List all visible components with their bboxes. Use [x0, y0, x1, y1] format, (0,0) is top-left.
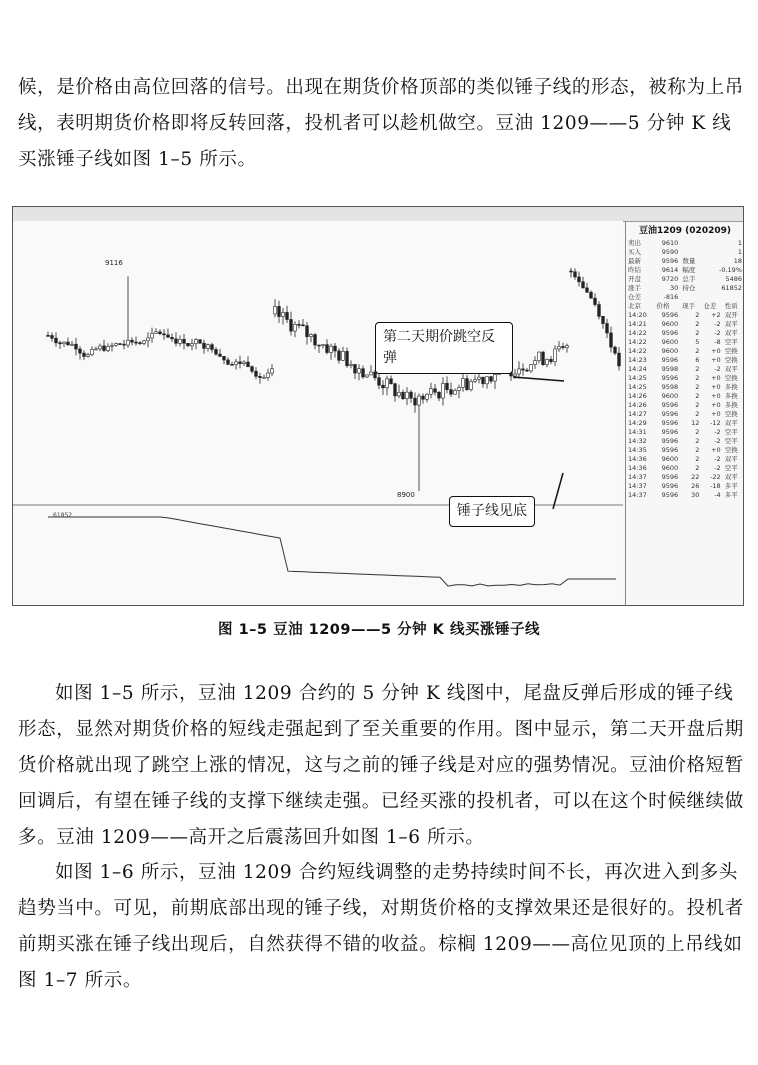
candle-body — [199, 340, 202, 344]
candle-body — [251, 367, 254, 372]
candle-body — [115, 344, 118, 346]
candle-body — [442, 383, 445, 398]
tick-row: 14:26 9596 2 +0 多换 — [628, 400, 738, 409]
candle-body — [247, 362, 250, 367]
paragraph-analysis: 如图 1–5 所示，豆油 1209 合约的 5 分钟 K 线图中，尾盘反弹后形成的锤子线形态，显然对期货价格的短线走强起到了至关重要的作用。图中显示，第二天开盘后期货价格就出现了跳空上涨的情况，这与之前的锤子线是对应的强势情况。豆油价格短暂回调后，有望在锤子线的支撑下继续走强。已经买涨的投机者，可以在这个时候继续做多。豆油 1209——高开之后震荡回升如图 1–6 所示。 — [18, 683, 744, 848]
candle-body — [103, 346, 106, 351]
candle-body — [522, 369, 525, 370]
candle-body — [482, 377, 485, 384]
tick-row: 14:20 9596 2 +2 双开 — [628, 310, 738, 319]
chart-toolbar — [13, 207, 743, 222]
candle-body — [390, 379, 393, 384]
candle-body — [318, 345, 321, 346]
candle-body — [354, 364, 357, 373]
tick-row: 14:35 9596 2 +0 空换 — [628, 445, 738, 454]
candle-body — [518, 369, 521, 374]
tick-header: 北京 价格 现手 仓差 性质 — [628, 302, 738, 310]
candle-body — [83, 353, 86, 356]
candle-body — [51, 335, 54, 338]
candle-body — [231, 364, 234, 365]
candle-body — [538, 352, 541, 360]
candle-body — [346, 351, 349, 365]
candle-body — [378, 378, 381, 385]
callout-gap-rebound: 第二天期价跳空反弹 — [375, 322, 513, 374]
candle-body — [426, 394, 429, 399]
candle-body — [422, 396, 425, 399]
candle-body — [398, 392, 401, 396]
tick-row: 14:37 9596 22 -22 双平 — [628, 472, 738, 481]
candle-body — [474, 379, 477, 381]
candle-body — [255, 371, 258, 376]
tick-table — [626, 301, 744, 499]
candle-body — [306, 326, 309, 337]
tick-row: 14:22 9600 2 +0 空换 — [628, 346, 738, 355]
candle-body — [219, 354, 222, 356]
candle-body — [562, 346, 565, 347]
tick-row: 14:29 9596 12 -12 双平 — [628, 418, 738, 427]
candle-body — [111, 345, 114, 346]
candle-body — [438, 392, 441, 398]
candle-body — [430, 389, 433, 394]
quote-row: 涨手 30 持仓 61852 — [628, 283, 742, 292]
candle-body — [167, 335, 170, 338]
candle-body — [183, 339, 186, 343]
candle-body — [278, 306, 281, 316]
candle-body — [334, 346, 337, 351]
quote-row: 卖出 9610 1 — [628, 238, 742, 247]
candle-body — [362, 369, 365, 377]
candle-body — [75, 344, 78, 349]
candle-body — [59, 343, 62, 344]
candle-body — [55, 338, 58, 343]
candle-body — [534, 361, 537, 365]
candle-body — [235, 362, 238, 365]
candle-body — [466, 379, 469, 390]
candle-body — [286, 312, 289, 319]
tick-row: 14:23 9596 6 +0 空换 — [628, 355, 738, 364]
candle-body — [171, 337, 174, 339]
candle-body — [79, 349, 82, 353]
candle-body — [386, 379, 389, 388]
candle-body — [298, 324, 301, 325]
candle-body — [494, 374, 497, 381]
candle-body — [211, 345, 214, 350]
paragraph-conclusion: 如图 1–6 所示，豆油 1209 合约短线调整的走势持续时间不长，再次进入到多头趋势当中。可见，前期底部出现的锤子线，对期货价格的支撑效果还是很好的。投机者前期买涨在锤子线出现后，自然获得不错的收益。棕榈 1209——高位见顶的上吊线如图 1–7 所示。 — [18, 862, 744, 991]
candle-body — [558, 346, 561, 348]
candle-body — [322, 345, 325, 346]
candle-body — [135, 342, 138, 343]
candle-body — [406, 392, 409, 399]
quote-row: 最新 9596 数量 18 — [628, 256, 742, 265]
candle-body — [223, 356, 226, 360]
candle-body — [274, 306, 277, 314]
candle-body — [382, 385, 385, 388]
high-price-label: 9116 — [105, 259, 123, 267]
candle-body — [271, 369, 274, 373]
candle-body — [203, 343, 206, 348]
candle-body — [151, 333, 154, 338]
candle-body — [147, 338, 150, 341]
candlestick-chart — [13, 221, 623, 605]
candle-body — [526, 370, 529, 371]
candle-body — [215, 349, 218, 354]
candle-body — [259, 376, 262, 377]
candle-body — [290, 319, 293, 331]
candle-body — [570, 271, 573, 272]
candle-body — [514, 374, 517, 376]
candle-body — [358, 369, 361, 373]
quote-panel — [625, 221, 744, 605]
candle-body — [618, 353, 621, 366]
candle-body — [478, 377, 481, 379]
candle-body — [95, 349, 98, 350]
tick-row: 14:27 9596 2 +0 空换 — [628, 409, 738, 418]
figure-caption: 图 1–5 豆油 1209——5 分钟 K 线买涨锤子线 — [218, 622, 540, 638]
candle-body — [99, 346, 102, 349]
candle-body — [267, 373, 270, 377]
candle-body — [602, 316, 605, 323]
chart-screenshot — [12, 206, 744, 606]
candle-body — [418, 396, 421, 405]
candle-body — [578, 277, 581, 282]
candle-body — [366, 375, 369, 377]
candle-body — [590, 292, 593, 298]
candle-body — [414, 398, 417, 405]
candle-body — [294, 324, 297, 331]
oi-label: 61852 — [53, 512, 73, 519]
candle-body — [394, 384, 397, 396]
candle-body — [139, 343, 142, 344]
candle-body — [606, 324, 609, 333]
candle-body — [330, 346, 333, 352]
candle-body — [155, 332, 158, 334]
tick-row: 14:37 9596 30 -4 多平 — [628, 490, 738, 499]
candle-body — [123, 344, 126, 345]
candle-body — [458, 387, 461, 390]
candle-body — [87, 355, 90, 357]
quote-row: 昨结 9614 幅度 -0.19% — [628, 265, 742, 274]
candle-body — [370, 372, 373, 375]
candle-body — [207, 345, 210, 349]
candle-body — [63, 342, 66, 344]
candle-body — [163, 334, 166, 335]
tick-row: 14:22 9596 2 -2 双平 — [628, 328, 738, 337]
candle-body — [314, 335, 317, 345]
candle-body — [446, 383, 449, 389]
callout-hammer-bottom: 锤子线见底 — [449, 496, 535, 527]
candle-body — [187, 343, 190, 346]
candle-body — [71, 344, 74, 345]
candle-body — [239, 362, 242, 364]
candle-body — [566, 346, 569, 348]
candle-body — [614, 347, 617, 353]
quote-row: 买入 9590 1 — [628, 247, 742, 256]
candle-body — [342, 351, 345, 360]
candle-body — [486, 377, 489, 384]
candle-body — [542, 352, 545, 365]
candle-body — [450, 390, 453, 395]
candle-body — [326, 345, 329, 353]
candle-body — [195, 340, 198, 344]
candle-body — [91, 349, 94, 354]
candle-body — [598, 305, 601, 317]
candle-body — [282, 312, 285, 316]
candle-body — [159, 332, 162, 334]
tick-row: 14:37 9596 26 -18 多平 — [628, 481, 738, 490]
paragraph-intro: 候，是价格由高位回落的信号。出现在期货价格顶部的类似锤子线的形态，被称为上吊线，表明期货价格即将反转回落，投机者可以趁机做空。豆油 1209——5 分钟 K 线买涨锤子线如图 1–5 所示。 — [18, 77, 744, 170]
candle-body — [175, 339, 178, 343]
low-price-label: 8900 — [397, 491, 415, 499]
candle-body — [67, 342, 70, 345]
candle-body — [554, 349, 557, 362]
tick-row: 14:36 9600 2 -2 空平 — [628, 463, 738, 472]
candle-body — [131, 340, 134, 342]
candle-body — [338, 351, 341, 360]
tick-row: 14:22 9600 5 -8 空平 — [628, 337, 738, 346]
tick-row: 14:31 9596 2 -2 空平 — [628, 427, 738, 436]
tick-row: 14:25 9596 2 +0 空换 — [628, 373, 738, 382]
candle-body — [227, 360, 230, 364]
candle-body — [454, 390, 457, 394]
candle-body — [350, 364, 353, 365]
candle-body — [107, 346, 110, 350]
candle-body — [434, 389, 437, 393]
candle-body — [574, 272, 577, 277]
tick-row: 14:24 9598 2 -2 双平 — [628, 364, 738, 373]
tick-row: 14:26 9600 2 +0 多换 — [628, 391, 738, 400]
candle-body — [410, 392, 413, 398]
candle-body — [243, 362, 246, 363]
candle-body — [462, 379, 465, 388]
candle-body — [191, 344, 194, 346]
candle-body — [47, 335, 50, 336]
candle-body — [546, 359, 549, 364]
candle-body — [127, 340, 130, 345]
candle-body — [530, 365, 533, 371]
candle-body — [586, 288, 589, 292]
tick-row: 14:21 9600 2 -2 双平 — [628, 319, 738, 328]
candle-body — [470, 381, 473, 389]
candle-body — [402, 392, 405, 398]
candle-body — [594, 298, 597, 304]
tick-row: 14:25 9598 2 +0 多换 — [628, 382, 738, 391]
candle-body — [550, 359, 553, 361]
quote-table — [626, 238, 744, 301]
candle-body — [610, 333, 613, 347]
candle-body — [263, 377, 266, 378]
tick-row: 14:36 9600 2 -2 双平 — [628, 454, 738, 463]
candle-body — [490, 377, 493, 381]
tick-row: 14:32 9596 2 -2 空平 — [628, 436, 738, 445]
candle-body — [143, 341, 146, 344]
candle-body — [582, 282, 585, 288]
candle-body — [310, 335, 313, 337]
quote-row: 开盘 9720 总手 5486 — [628, 274, 742, 283]
candle-body — [302, 325, 305, 326]
candle-body — [119, 344, 122, 345]
candle-body — [179, 339, 182, 343]
quote-panel-title: 豆油1209 (020209) — [639, 226, 731, 236]
quote-row: 仓差 -816 — [628, 292, 679, 301]
